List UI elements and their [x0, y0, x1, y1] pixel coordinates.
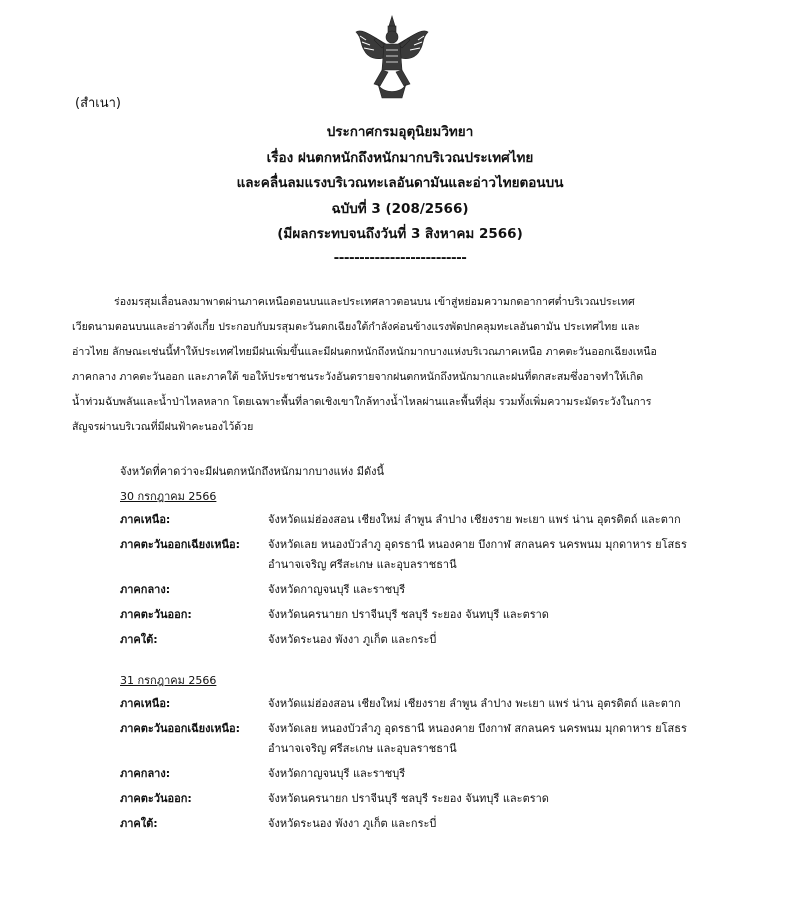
- header-effective-date: (มีผลกระทบจนถึงวันที่ 3 สิงหาคม 2566): [277, 226, 523, 242]
- announcement-body: [72, 290, 728, 440]
- forecast-section: [120, 672, 730, 839]
- header-issue-number: ฉบับที่ 3 (208/2566): [331, 200, 469, 217]
- garuda-emblem: [352, 14, 432, 100]
- province-list-intro: จังหวัดที่คาดว่าจะมีฝนตกหนักถึงหนักมากบางแห่ง มีดังนี้: [120, 465, 385, 478]
- region-label: ภาคกลาง:: [120, 583, 171, 596]
- region-label: ภาคตะวันออกเฉียงเหนือ:: [120, 538, 241, 551]
- body-line: ร่องมรสุมเลื่อนลงมาพาดผ่านภาคเหนือตอนบนและประเทศลาวตอนบน เข้าสู่หย่อมความกดอากาศต่ำบริเวณประเทศ: [114, 296, 635, 308]
- region-row: [120, 605, 730, 625]
- region-row: [120, 789, 730, 809]
- province-list: จังหวัดกาญจนบุรี และราชบุรี: [268, 767, 406, 780]
- header-divider: --------------------------: [333, 249, 467, 266]
- province-list: จังหวัดระนอง พังงา ภูเก็ต และกระบี่: [268, 817, 437, 830]
- province-list: จังหวัดกาญจนบุรี และราชบุรี: [268, 583, 406, 596]
- header-subject-continued: และคลื่นลมแรงบริเวณทะเลอันดามันและอ่าวไทยตอนบน: [236, 175, 564, 191]
- region-label: ภาคกลาง:: [120, 767, 171, 780]
- region-label: ภาคเหนือ:: [120, 513, 171, 526]
- body-line: อ่าวไทย ลักษณะเช่นนี้ทำให้ประเทศไทยมีฝนเพิ่มขึ้นและมีฝนตกหนักถึงหนักมากบางแห่งบริเวณภาคเหนือ ภาคตะวันออกเฉียงเหนือ: [72, 346, 657, 358]
- header-agency: ประกาศกรมอุตุนิยมวิทยา: [326, 124, 474, 140]
- region-label: ภาคใต้:: [120, 817, 158, 830]
- province-list: จังหวัดแม่ฮ่องสอน เชียงใหม่ ลำพูน ลำปาง เชียงราย พะเยา แพร่ น่าน อุตรดิตถ์ และตาก: [268, 513, 681, 526]
- province-list: จังหวัดระนอง พังงา ภูเก็ต และกระบี่: [268, 633, 437, 646]
- region-row: [120, 719, 730, 759]
- region-row: [120, 580, 730, 600]
- body-line: น้ำท่วมฉับพลันและน้ำป่าไหลหลาก โดยเฉพาะพื้นที่ลาดเชิงเขาใกล้ทางน้ำไหลผ่านและพื้นที่ลุ่ม รวมทั้งเพิ่มความระมัดระวังในการ: [72, 396, 652, 408]
- province-list: จังหวัดนครนายก ปราจีนบุรี ชลบุรี ระยอง จันทบุรี และตราด: [268, 608, 549, 621]
- region-label: ภาคตะวันออก:: [120, 792, 192, 805]
- region-row: [120, 535, 730, 575]
- announcement-header: [100, 120, 700, 268]
- region-row: [120, 814, 730, 834]
- province-list: จังหวัดแม่ฮ่องสอน เชียงใหม่ เชียงราย ลำพูน ลำปาง พะเยา แพร่ น่าน อุตรดิตถ์ และตาก: [268, 697, 681, 710]
- region-row: [120, 630, 730, 650]
- forecast-section: [120, 488, 730, 655]
- header-subject: เรื่อง ฝนตกหนักถึงหนักมากบริเวณประเทศไทย: [266, 149, 534, 166]
- copy-mark: (สำเนา): [75, 96, 122, 111]
- section-date: 31 กรกฎาคม 2566: [120, 674, 217, 687]
- region-row: [120, 510, 730, 530]
- province-list: จังหวัดเลย หนองบัวลำภู อุดรธานี หนองคาย บึงกาฬ สกลนคร นครพนม มุกดาหาร ยโสธร อำนาจเจริญ ศรีสะเกษ และอุบลราชธานี: [268, 538, 687, 571]
- province-list: จังหวัดเลย หนองบัวลำภู อุดรธานี หนองคาย บึงกาฬ สกลนคร นครพนม มุกดาหาร ยโสธร อำนาจเจริญ ศรีสะเกษ และอุบลราชธานี: [268, 722, 687, 755]
- region-label: ภาคตะวันออกเฉียงเหนือ:: [120, 722, 241, 735]
- province-list: จังหวัดนครนายก ปราจีนบุรี ชลบุรี ระยอง จันทบุรี และตราด: [268, 792, 549, 805]
- region-label: ภาคเหนือ:: [120, 697, 171, 710]
- body-line: เวียดนามตอนบนและอ่าวตังเกี๋ย ประกอบกับมรสุมตะวันตกเฉียงใต้กำลังค่อนข้างแรงพัดปกคลุมทะเลอันดามัน ประเทศไทย และ: [72, 321, 640, 333]
- region-row: [120, 694, 730, 714]
- body-line: สัญจรผ่านบริเวณที่มีฝนฟ้าคะนองไว้ด้วย: [72, 421, 254, 433]
- region-label: ภาคตะวันออก:: [120, 608, 192, 621]
- body-line: ภาคกลาง ภาคตะวันออก และภาคใต้ ขอให้ประชาชนระวังอันตรายจากฝนตกหนักถึงหนักมากและฝนที่ตกสะสมซึ่งอาจทำให้เกิด: [72, 371, 644, 383]
- region-label: ภาคใต้:: [120, 633, 158, 646]
- section-date: 30 กรกฎาคม 2566: [120, 490, 217, 503]
- region-row: [120, 764, 730, 784]
